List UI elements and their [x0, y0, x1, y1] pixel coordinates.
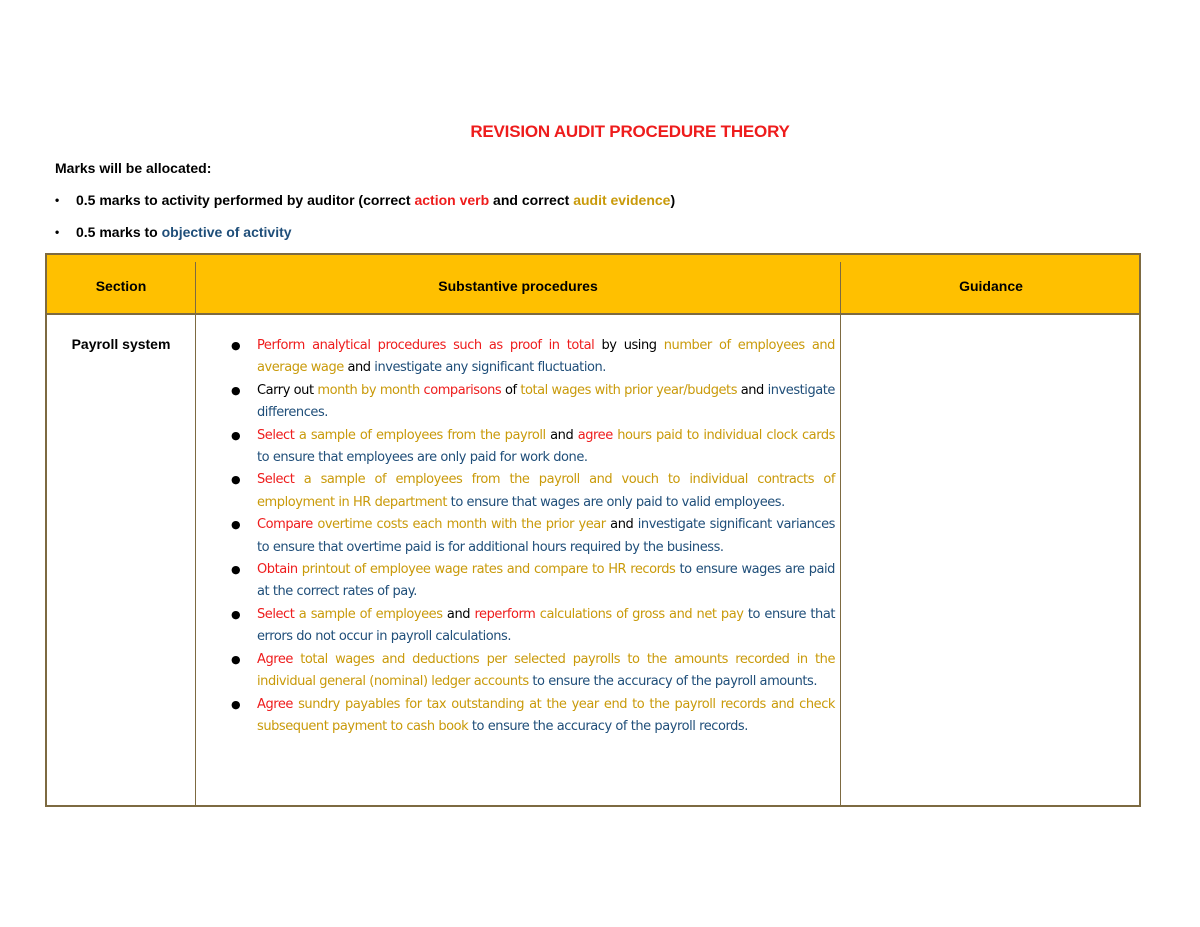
- bullet-icon: ●: [231, 607, 241, 621]
- text-segment: to ensure that wages are only paid to valid employees.: [447, 494, 785, 510]
- text-segment: a sample of employees from the payroll and vouch to individual contracts of employment in HR department: [257, 472, 835, 510]
- text-segment: Obtain: [257, 562, 298, 578]
- text-segment: and: [442, 606, 475, 622]
- bullet-icon: ●: [231, 473, 241, 487]
- text-segment: and: [343, 360, 375, 376]
- text-segment: total wages and deductions per selected payrolls to the amounts recorded in the individual general (nominal) ledger accounts: [257, 651, 835, 690]
- procedure-item: [231, 380, 835, 425]
- column-divider: [195, 262, 196, 805]
- text-segment: reperform: [474, 606, 536, 622]
- bullet-icon: ●: [231, 428, 241, 442]
- text-segment: comparisons: [423, 382, 502, 398]
- text-segment: 0.5 marks to: [76, 224, 162, 240]
- header-section: Section: [95, 278, 147, 294]
- bullet-icon: ●: [231, 518, 241, 532]
- text-segment: to ensure the accuracy of the payroll records.: [468, 718, 748, 734]
- text-segment: Agree: [257, 696, 293, 712]
- marks-list-item: [55, 191, 675, 223]
- text-segment: Compare: [257, 517, 313, 533]
- marks-heading: Marks will be allocated:: [55, 160, 212, 176]
- procedure-item: [231, 514, 835, 559]
- procedure-item: [231, 469, 835, 514]
- procedure-item: [231, 649, 835, 694]
- text-segment: Select: [257, 472, 295, 488]
- procedure-item: [231, 425, 835, 470]
- procedure-item: [231, 694, 835, 739]
- text-segment: and: [737, 382, 768, 398]
- text-segment: printout of employee wage rates and compare to HR records: [297, 562, 676, 578]
- audit-procedures-table: [45, 253, 1141, 807]
- text-segment: action verb: [414, 192, 490, 208]
- text-segment: month by month: [317, 382, 424, 398]
- text-segment: overtime costs each month with the prior year: [312, 517, 606, 533]
- text-segment: 0.5 marks to activity performed by auditor (correct: [76, 192, 415, 208]
- page-title: REVISION AUDIT PROCEDURE THEORY: [470, 122, 790, 141]
- text-segment: Carry out: [257, 382, 318, 398]
- text-segment: investigate significant variances to ensure that overtime paid is for additional hours required by the business.: [257, 517, 835, 555]
- text-segment: number of employees and average wage: [257, 338, 835, 376]
- text-segment: audit evidence: [573, 192, 671, 208]
- text-segment: objective of activity: [161, 224, 292, 240]
- text-segment: to ensure that employees are only paid for work done.: [257, 450, 588, 466]
- procedure-item: [231, 335, 835, 380]
- text-segment: to ensure wages are paid at the correct rates of pay.: [257, 562, 835, 600]
- bullet-icon: ●: [231, 383, 241, 397]
- text-segment: calculations of gross and net pay: [535, 606, 744, 622]
- text-segment: and: [605, 517, 638, 533]
- bullet-icon: •: [55, 193, 60, 207]
- text-segment: agree: [577, 427, 613, 443]
- text-segment: Select: [257, 427, 295, 443]
- header-guidance: Guidance: [959, 278, 1023, 294]
- text-segment: Select: [257, 606, 295, 622]
- text-segment: Perform analytical procedures such as proof in total: [257, 338, 595, 353]
- text-segment: a sample of employees from the payroll: [294, 427, 546, 443]
- marks-list: [55, 191, 675, 255]
- text-segment: a sample of employees: [294, 606, 443, 622]
- procedures-list: [231, 335, 835, 738]
- text-segment: total wages with prior year/budgets: [520, 382, 738, 398]
- procedure-item: [231, 604, 835, 649]
- text-segment: and correct: [489, 192, 574, 208]
- text-segment: investigate differences.: [257, 382, 835, 421]
- text-segment: Agree: [257, 651, 293, 667]
- bullet-icon: ●: [231, 563, 241, 577]
- text-segment: and: [545, 427, 578, 443]
- text-segment: to ensure the accuracy of the payroll amounts.: [528, 674, 818, 690]
- marks-list-item: [55, 223, 675, 255]
- bullet-icon: ●: [231, 697, 241, 711]
- bullet-icon: •: [55, 225, 60, 239]
- text-segment: investigate any significant fluctuation.: [374, 360, 606, 376]
- bullet-icon: ●: [231, 339, 241, 352]
- text-segment: to ensure that errors do not occur in payroll calculations.: [257, 606, 835, 645]
- text-segment: of: [501, 382, 521, 398]
- text-segment: hours paid to individual clock cards: [612, 427, 835, 443]
- table-header-row: [47, 255, 1139, 315]
- header-substantive-procedures: Substantive procedures: [438, 278, 598, 294]
- bullet-icon: ●: [231, 652, 241, 666]
- text-segment: sundry payables for tax outstanding at the year end to the payroll records and check subsequent payment to cash book: [257, 696, 835, 734]
- procedure-item: [231, 559, 835, 604]
- text-segment: by using: [594, 338, 664, 353]
- guidance-cell: [841, 315, 1141, 805]
- text-segment: ): [670, 192, 676, 208]
- section-cell: Payroll system: [71, 336, 171, 352]
